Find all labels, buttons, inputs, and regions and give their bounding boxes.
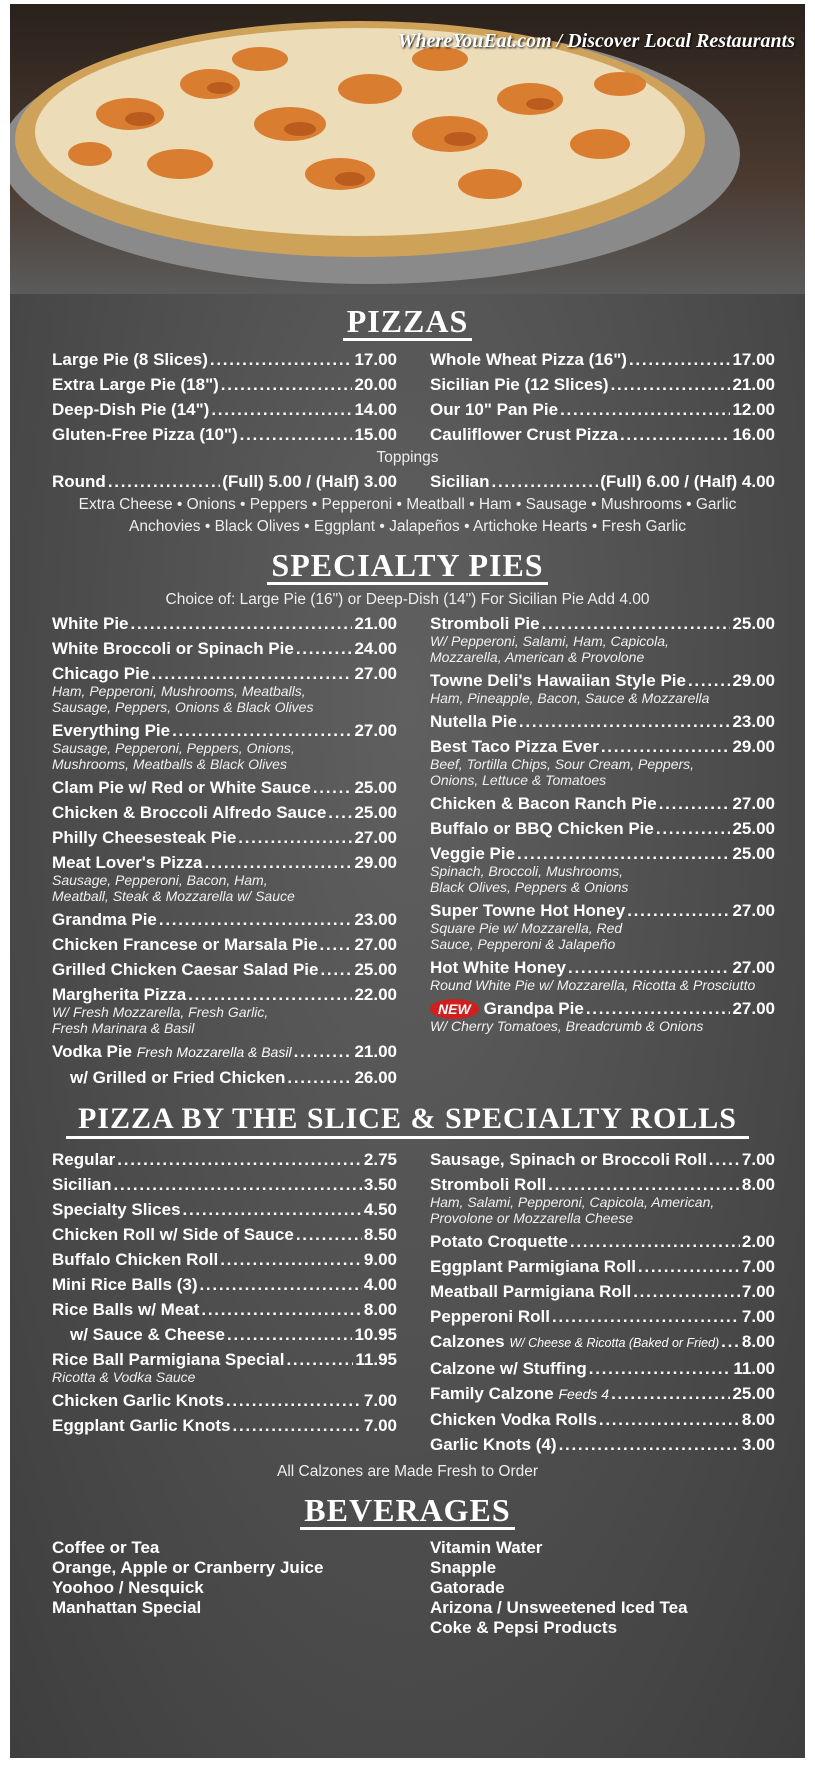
menu-item: Rice Ball Parmigiana Special . . . 11.95 [52, 1347, 397, 1372]
item-description: Ham, Pineapple, Bacon, Sauce & Mozzarella [430, 690, 710, 706]
menu-item: Stromboli Pie . . . 25.00 [430, 611, 775, 636]
menu-item: Cauliflower Crust Pizza . . . 16.00 [430, 422, 775, 447]
menu-item: Chicken Garlic Knots . . . 7.00 [52, 1388, 397, 1413]
item-description: W/ Pepperoni, Salami, Ham, Capicola, Mozzarella, American & Provolone [430, 633, 669, 665]
slices-left-column [52, 1147, 397, 1457]
menu-item: Chicken Francese or Marsala Pie . . . 27.00 [52, 932, 397, 957]
specialty-note: Choice of: Large Pie (16") or Deep-Dish (14") For Sicilian Pie Add 4.00 [165, 591, 650, 608]
menu-item: Nutella Pie . . . 23.00 [430, 709, 775, 734]
menu-item: Sicilian Pie (12 Slices) . . . 21.00 [430, 372, 775, 397]
menu-item: Vodka Pie Fresh Mozzarella & Basil . . . 21.00 [52, 1039, 397, 1065]
menu-item: Meat Lover's Pizza . . . 29.00 [52, 850, 397, 875]
menu-item: Calzone w/ Stuffing . . . 11.00 [430, 1356, 775, 1381]
menu-item: Mini Rice Balls (3) . . . 4.00 [52, 1272, 397, 1297]
pizzas-right-column [430, 347, 775, 447]
menu-item: Regular . . . 2.75 [52, 1147, 397, 1172]
toppings-round: Round . . . (Full) 5.00 / (Half) 3.00 [52, 469, 397, 494]
menu-item: Meatball Parmigiana Roll . . . 7.00 [430, 1279, 775, 1304]
menu-item: NEW Grandpa Pie . . . 27.00 [430, 996, 775, 1021]
toppings-sicilian: Sicilian . . . (Full) 6.00 / (Half) 4.00 [430, 469, 775, 494]
menu-item: Super Towne Hot Honey . . . 27.00 [430, 898, 775, 923]
item-description: Sausage, Pepperoni, Peppers, Onions, Mushrooms, Meatballs & Black Olives [52, 740, 295, 772]
menu-item: Calzones W/ Cheese & Ricotta (Baked or Fried) . . . 8.00 [430, 1329, 775, 1356]
menu-item: Chicago Pie . . . 27.00 [52, 661, 397, 686]
menu-item: w/ Sauce & Cheese . . . 10.95 [52, 1322, 397, 1347]
menu-page [10, 4, 805, 1758]
menu-item: Best Taco Pizza Ever . . . 29.00 [430, 734, 775, 759]
slices-right-column [430, 1147, 775, 1457]
watermark: WhereYouEat.com / Discover Local Restaurants [397, 30, 795, 52]
item-description: W/ Fresh Mozzarella, Fresh Garlic, Fresh Marinara & Basil [52, 1004, 269, 1036]
beverage-item: Yoohoo / Nesquick [52, 1578, 204, 1597]
menu-item: Hot White Honey . . . 27.00 [430, 955, 775, 980]
menu-item: Grandma Pie . . . 23.00 [52, 907, 397, 932]
beverage-item: Vitamin Water [430, 1538, 543, 1557]
beverages-right-column [430, 1538, 775, 1638]
item-description: Ham, Salami, Pepperoni, Capicola, American, Provolone or Mozzarella Cheese [430, 1194, 715, 1226]
toppings-list: Anchovies • Black Olives • Eggplant • Jalapeños • Artichoke Hearts • Fresh Garlic [129, 518, 686, 535]
beverage-item: Coffee or Tea [52, 1538, 160, 1557]
item-description: Sausage, Pepperoni, Bacon, Ham, Meatball, Steak & Mozzarella w/ Sauce [52, 872, 295, 904]
calzone-note: All Calzones are Made Fresh to Order [276, 1463, 539, 1480]
menu-item: w/ Grilled or Fried Chicken . . . 26.00 [52, 1065, 397, 1090]
toppings-label: Toppings [376, 449, 439, 466]
item-description: Ricotta & Vodka Sauce [52, 1369, 196, 1385]
item-description: Square Pie w/ Mozzarella, Red Sauce, Pepperoni & Jalapeño [430, 920, 623, 952]
pizzas-left-column [52, 347, 397, 447]
menu-item: Towne Deli's Hawaiian Style Pie . . . 29.00 [430, 668, 775, 693]
menu-item: Margherita Pizza . . . 22.00 [52, 982, 397, 1007]
menu-item: Clam Pie w/ Red or White Sauce . . . 25.00 [52, 775, 397, 800]
beverage-item: Gatorade [430, 1578, 505, 1597]
item-description: Round White Pie w/ Mozzarella, Ricotta & Prosciutto [430, 977, 756, 993]
beverage-item: Manhattan Special [52, 1598, 202, 1617]
menu-item: Our 10" Pan Pie . . . 12.00 [430, 397, 775, 422]
menu-item: Buffalo Chicken Roll . . . 9.00 [52, 1247, 397, 1272]
menu-item: Chicken & Broccoli Alfredo Sauce . . . 25.00 [52, 800, 397, 825]
beverages-left-column [52, 1538, 397, 1638]
new-badge: NEW [430, 999, 479, 1019]
menu-item: Stromboli Roll . . . 8.00 [430, 1172, 775, 1197]
beverage-item: Orange, Apple or Cranberry Juice [52, 1558, 324, 1577]
menu-item: Buffalo or BBQ Chicken Pie . . . 25.00 [430, 816, 775, 841]
item-description: Ham, Pepperoni, Mushrooms, Meatballs, Sausage, Peppers, Onions & Black Olives [52, 683, 314, 715]
menu-item: Veggie Pie . . . 25.00 [430, 841, 775, 866]
toppings-list: Extra Cheese • Onions • Peppers • Pepperoni • Meatball • Ham • Sausage • Mushrooms • Garlic [78, 496, 737, 513]
slices-title: PIZZA BY THE SLICE & SPECIALTY ROLLS [10, 1100, 805, 1139]
menu-item: Eggplant Parmigiana Roll . . . 7.00 [430, 1254, 775, 1279]
menu-item: Specialty Slices . . . 4.50 [52, 1197, 397, 1222]
menu-item: Chicken Vodka Rolls . . . 8.00 [430, 1407, 775, 1432]
beverage-item: Coke & Pepsi Products [430, 1618, 618, 1637]
menu-item: Rice Balls w/ Meat . . . 8.00 [52, 1297, 397, 1322]
menu-item: Whole Wheat Pizza (16") . . . 17.00 [430, 347, 775, 372]
beverage-item: Snapple [430, 1558, 497, 1577]
menu-item: Family Calzone Feeds 4 . . . 25.00 [430, 1381, 775, 1407]
menu-item: White Broccoli or Spinach Pie . . . 24.00 [52, 636, 397, 661]
beverage-item: Arizona / Unsweetened Iced Tea [430, 1598, 688, 1617]
specialty-right-column [430, 611, 775, 1090]
slices-section [10, 1100, 805, 1483]
pizzas-section [10, 302, 805, 538]
menu-item: Garlic Knots (4) . . . 3.00 [430, 1432, 775, 1457]
menu-item: Chicken Roll w/ Side of Sauce . . . 8.50 [52, 1222, 397, 1247]
menu-item: Large Pie (8 Slices) . . . 17.00 [52, 347, 397, 372]
menu-item: Eggplant Garlic Knots . . . 7.00 [52, 1413, 397, 1438]
menu-item: Philly Cheesesteak Pie . . . 27.00 [52, 825, 397, 850]
menu-item: Chicken & Bacon Ranch Pie . . . 27.00 [430, 791, 775, 816]
menu-item: White Pie . . . 21.00 [52, 611, 397, 636]
beverages-title: BEVERAGES [10, 1491, 805, 1530]
beverages-section [10, 1491, 805, 1638]
item-description: Spinach, Broccoli, Mushrooms, Black Olives, Peppers & Onions [430, 863, 629, 895]
item-description: Beef, Tortilla Chips, Sour Cream, Peppers, Onions, Lettuce & Tomatoes [430, 756, 695, 788]
item-description: W/ Cherry Tomatoes, Breadcrumb & Onions [430, 1018, 704, 1034]
menu-item: Sausage, Spinach or Broccoli Roll . . . 7.00 [430, 1147, 775, 1172]
pizza-photo [10, 4, 805, 294]
specialty-left-column [52, 611, 397, 1090]
menu-item: Deep-Dish Pie (14") . . . 14.00 [52, 397, 397, 422]
menu-item: Grilled Chicken Caesar Salad Pie . . . 25.00 [52, 957, 397, 982]
menu-item: Gluten-Free Pizza (10") . . . 15.00 [52, 422, 397, 447]
menu-item: Sicilian . . . 3.50 [52, 1172, 397, 1197]
pizzas-title: PIZZAS [10, 302, 805, 341]
specialty-title: SPECIALTY PIES [10, 546, 805, 585]
specialty-section [10, 546, 805, 1090]
menu-item: Potato Croquette . . . 2.00 [430, 1229, 775, 1254]
menu-item: Everything Pie . . . 27.00 [52, 718, 397, 743]
menu-item: Pepperoni Roll . . . 7.00 [430, 1304, 775, 1329]
menu-item: Extra Large Pie (18") . . . 20.00 [52, 372, 397, 397]
